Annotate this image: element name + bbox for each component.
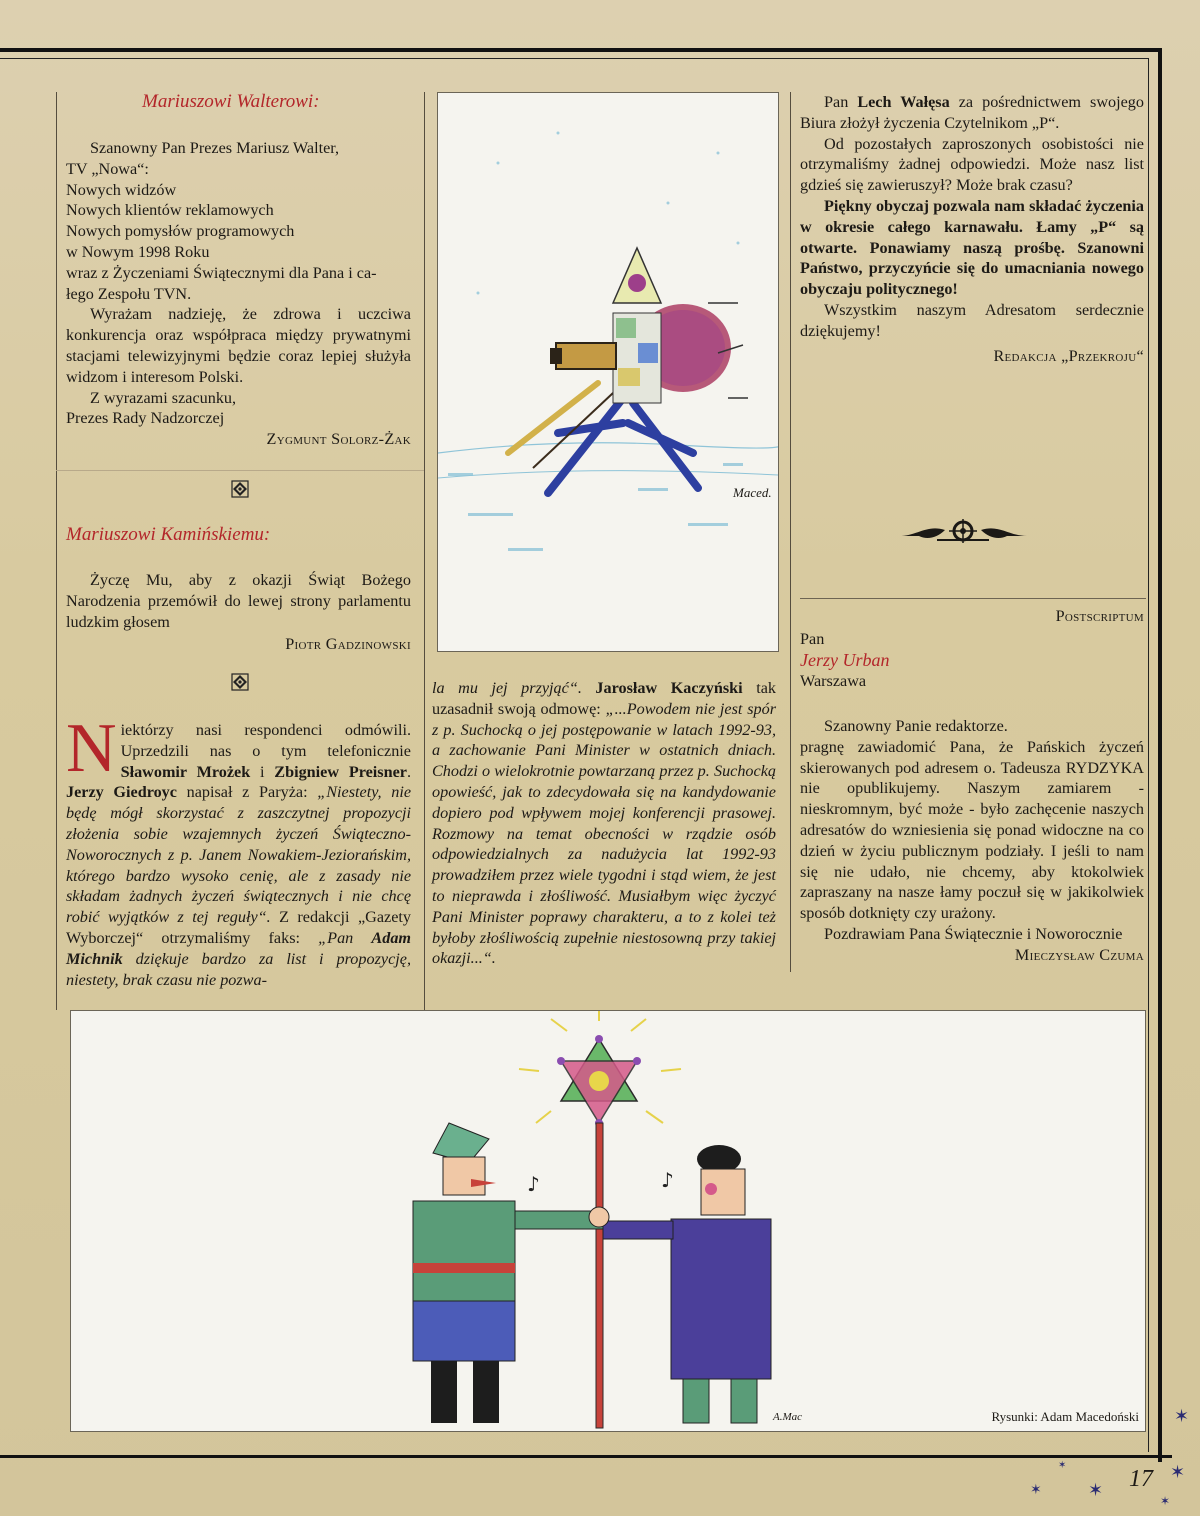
letter-line: w Nowym 1998 Roku [66,242,210,261]
signature-czuma: Mieczysław Czuma [1014,945,1144,964]
column-rule-left [56,92,57,1010]
letter-closing-title: Prezes Rady Nadzorczej [66,409,225,428]
letter-line: łego Zespołu TVN. [66,284,192,303]
para-appeal: Piękny obyczaj pozwala nam składać życzenia w okresie całego karnawału. Łamy „P“ są otwarte. Ponawiamy naszą prośbę. Szanowni Państwo, przyczyńcie się do umacniania nowego obyczaju politycznego! [800,196,1144,299]
heading-kaminski: Mariuszowi Kamińskiemu: [66,524,271,545]
illustration-signature: A.Mac [773,1411,803,1423]
letter-greeting: Szanowny Panie redaktorze. [824,717,1008,735]
letter-paragraph: Wyrażam nadzieję, że zdrowa i uczciwa konkurencja oraz współpraca między prywatnymi stacjami telewizyjnymi będzie coraz lepiej służyła widzom i interesom Polski. [66,305,411,386]
letter-kaminski [66,570,411,655]
name-michnik: Adam Michnik [66,928,411,968]
letter-body: pragnę zawiadomić Pana, że Pańskich życzeń skierowanych pod adresem o. Tadeusza RYDZYKA nie opublikujemy. Naszym zamiarem - nieskromnym, być może - było zachęcenie naszych adresatów do wzniesienia się ponad widoczne na co dzień w życiu publicznym podziały. I jeśli to nam się nie udało, nie chcemy, aby ktokolwiek zapraszany na nasze łamy poczuł się w jakikolwiek sposób dotknięty czy urażony. [800,737,1144,923]
drawing-canvas [438,93,778,651]
signature-gadzinowski: Piotr Gadzinowski [285,635,411,654]
letter-closing: Pozdrawiam Pana Świątecznie i Noworocznie [824,924,1123,943]
column-rule-middle-right [790,92,791,972]
para-walesa [800,92,1144,134]
star-icon: ✶ [1174,1406,1190,1426]
svg-text:♪: ♪ [527,1172,540,1196]
letter-walter [66,138,411,450]
postscript-letter [800,716,1144,966]
postscript-address [800,629,1144,691]
star-icon: ✶ [1058,1460,1067,1471]
quote-giedroyc: „Niestety, nie będę mógł skorzystać z zaszczytnej propozycji złożenia sobie wzajemnych życzeń Świąteczno-Noworocznych z p. Janem Nowakiem-Jeziorańskim, którego bardzo wysoko cenię, ale z zasady nie składam żadnych życzeń świątecznych i nie chcę robić wyjątków z tej reguły“. [66,783,411,927]
letter-line: Szanowny Pan Prezes Mariusz Walter, [90,139,340,157]
text-run [582,679,596,697]
heading-walter: Mariuszowi Walterowi: [142,91,320,112]
letter-line: wraz z Życzeniami Świątecznymi dla Pana i ca- [66,263,377,282]
text-run: . [406,762,412,781]
quote-michnik-cont: dziękuje bardzo za list i propozycję, niestety, brak czasu nie pozwa- [66,949,411,989]
postscript-label: Postscriptum [1055,607,1144,625]
page-number: 17 [1129,1466,1153,1492]
section-divider [56,470,424,471]
ornament-icon [231,480,249,498]
letter-line: TV „Nowa“: [66,159,149,178]
column-rule-middle-left [424,92,425,1010]
letter-line: Nowych pomysłów programowych [66,222,295,241]
quote-michnik-end: la mu jej przyjąć“. [432,679,582,697]
letter-line: Nowych widzów [66,180,177,199]
text-run: iektórzy nasi respondenci odmówili. Uprzedzili nas o tym telefonicznie [120,721,411,760]
quote-michnik: „Pan [318,928,372,947]
text-run: za pośrednictwem swojego Biura złożył życzenia Czytelnikom „P“. [800,93,1144,132]
name-kaczynski: Jarosław Kaczyński [595,679,743,697]
text-run: i [250,762,275,781]
star-icon: ✶ [1088,1480,1104,1500]
letter-closing: Z wyrazami szacunku, [90,388,237,407]
text-run: napisał z Paryża: [176,783,318,802]
refusals-paragraph [66,710,412,990]
drawing-canvas [71,1011,1145,1431]
illustration-caption: Rysunki: Adam Macedoński [991,1409,1139,1424]
name-giedroyc: Jerzy Giedroyc [66,783,177,802]
illustration-carolers [70,1010,1146,1432]
signature-solorz: Zygmunt Solorz-Żak [266,430,411,449]
name-walesa: Lech Wałęsa [857,93,950,111]
address-city: Warszawa [800,671,867,690]
signature-redakcja: Redakcja „Przekroju“ [993,346,1144,365]
text-run: Pan [824,93,858,111]
illustration-signature: Maced. [733,485,772,500]
address-pan: Pan [800,630,825,648]
para-thanks: Wszystkim naszym Adresatom serdecznie dziękujemy! [800,300,1144,340]
illustration-bishop-cannon [437,92,779,652]
name-mrozek: Sławomir Mrożek [120,762,251,781]
postscript-rule [800,598,1146,599]
editorial-note [800,92,1144,366]
page-frame-bottom-rule [0,1455,1172,1458]
ornament-icon [231,673,249,691]
star-icon: ✶ [1170,1462,1186,1482]
letter-line: Nowych klientów reklamowych [66,201,274,220]
name-preisner: Zbigniew Preisner [274,762,407,781]
text-run: Z redakcji „Gazety Wyborczej“ otrzymaliśmy faks: [66,908,411,947]
quote-kaczynski: „...Powodem nie jest spór z p. Suchocką o jej postępowanie w latach 1992-93, a zachowanie Pani Minister w ostatnich dniach. Chodzi o wielokrotnie powtarzaną przez p. Suchocką opowieść, jak to zdecydowała się na kandydowanie dopiero pod wpływem mojej konferencji prasowej. Rozmowy na temat obecności w rządzie osób odpowiedzialnych za nadużycia lat 1992-93 prowadziłem przez wiele tygodni i stąd wiem, że jest to nieprawda i złośliwość. Musiałbym więc życzyć Pani Minister poprawy charakteru, a to z kolei też byłoby złośliwością zupełnie niestosowną przy takiej okazji...“. [432,699,777,968]
svg-text:♪: ♪ [661,1168,674,1192]
para-no-response: Od pozostałych zaproszonych osobistości nie otrzymaliśmy żadnej odpowiedzi. Może nasz list gdzieś się zawieruszył? Może brak czasu? [800,134,1144,195]
flourish-ornament-icon [897,516,1029,546]
star-icon: ✶ [1030,1483,1042,1498]
text-run: tak uzasadnił swoją odmowę: [432,679,776,718]
star-icon: ✶ [1160,1494,1171,1508]
letter-paragraph: Życzę Mu, aby z okazji Świąt Bożego Narodzenia przemówił do lewej strony parlamentu ludzkim głosem [66,571,411,631]
drop-cap: N [66,710,117,787]
kaczynski-paragraph [432,678,776,969]
address-name: Jerzy Urban [800,649,890,670]
